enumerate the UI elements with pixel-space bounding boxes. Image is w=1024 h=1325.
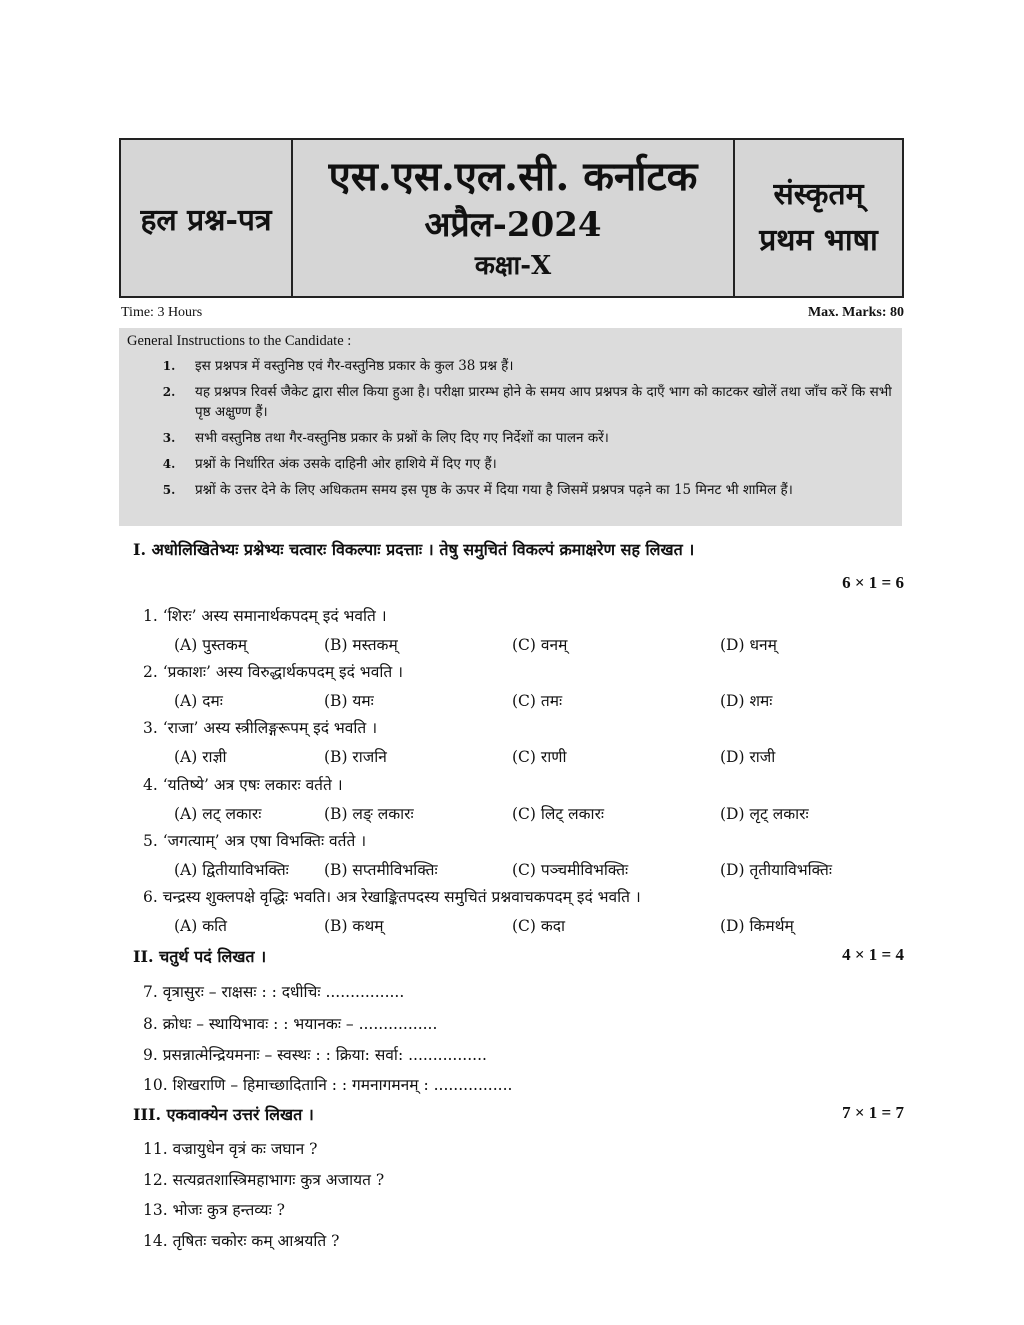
option-a: (A) राज्ञी (174, 748, 227, 766)
question-6: 6. चन्द्रस्य शुक्लपक्षे वृद्धिः भवति। अत्र रेखाङ्कितपदस्य समुचितं प्रश्नवाचकपदम् इदं भवति । (143, 888, 641, 906)
option-c: (C) तमः (512, 692, 563, 710)
section-1-marks: 6 × 1 = 6 (842, 573, 904, 592)
option-d: (D) लृट् लकारः (720, 805, 809, 823)
question-7: 7. वृत्रासुरः – राक्षसः : : दधीचिः ................ (143, 983, 405, 1001)
exam-date: अप्रैल-2024 (424, 205, 602, 245)
option-d: (D) तृतीयाविभक्तिः (720, 861, 832, 879)
option-c: (C) वनम् (512, 636, 568, 654)
section-2-marks: 4 × 1 = 4 (842, 945, 904, 964)
time-allowed: Time: 3 Hours (121, 305, 203, 320)
option-b: (B) सप्तमीविभक्तिः (324, 861, 438, 879)
subject-name: संस्कृतम् (773, 177, 864, 212)
option-d: (D) शमः (720, 692, 773, 710)
instruction-text: इस प्रश्नपत्र में वस्तुनिष्ठ एवं गैर-वस्तुनिष्ठ प्रकार के कुल 38 प्रश्न हैं। (195, 358, 514, 374)
header-right-cell (735, 140, 902, 296)
option-c: (C) कदा (512, 917, 566, 935)
max-marks: Max. Marks: 80 (807, 305, 904, 320)
option-a: (A) लट् लकारः (174, 805, 262, 823)
exam-board-title: एस.एस.एल.सी. कर्नाटक (328, 153, 698, 200)
instructions-title: General Instructions to the Candidate : (127, 333, 352, 349)
section-3-marks: 7 × 1 = 7 (842, 1103, 904, 1122)
question-9: 9. प्रसन्नात्मेन्द्रियमनाः – स्वस्थः : : क्रिया: सर्वा: ................ (143, 1046, 487, 1064)
instruction-text: सभी वस्तुनिष्ठ तथा गैर-वस्तुनिष्ठ प्रकार के प्रश्नों के लिए दिए गए निर्देशों का पालन करें। (195, 430, 609, 446)
question-2: 2. ‘प्रकाशः’ अस्य विरुद्धार्थकपदम् इदं भवति । (143, 663, 403, 681)
question-3: 3. ‘राजा’ अस्य स्त्रीलिङ्गरूपम् इदं भवति । (143, 719, 378, 737)
option-a: (A) पुस्तकम् (174, 636, 248, 654)
question-10: 10. शिखराणि – हिमाच्छादितानि : : गमनागमनम् : ................ (143, 1076, 513, 1094)
option-b: (B) राजनि (324, 748, 387, 766)
instruction-text: प्रश्नों के उत्तर देने के लिए अधिकतम समय इस पृष्ठ के ऊपर में दिया गया है जिसमें प्रश्नपत्र पढ़ने का 15 मिनट भी शामिल हैं। (195, 482, 793, 498)
question-4: 4. ‘यतिष्ये’ अत्र एषः लकारः वर्तते । (143, 776, 343, 794)
question-5: 5. ‘जगत्याम्’ अत्र एषा विभक्तिः वर्तते । (143, 832, 367, 850)
section-3-heading: III. एकवाक्येन उत्तरं लिखत । (133, 1105, 314, 1124)
option-d: (D) राजी (720, 748, 776, 766)
option-b: (B) मस्तकम् (324, 636, 398, 654)
question-13: 13. भोजः कुत्र हन्तव्यः ? (143, 1201, 285, 1219)
instruction-number: 3. (162, 431, 176, 445)
question-1: 1. ‘शिरः’ अस्य समानार्थकपदम् इदं भवति । (143, 607, 387, 625)
option-d: (D) किमर्थम् (720, 917, 794, 935)
option-b: (B) कथम् (324, 917, 384, 935)
language-level: प्रथम भाषा (759, 223, 878, 258)
option-c: (C) राणी (512, 748, 567, 766)
instructions-box (119, 328, 902, 526)
instruction-item (127, 480, 894, 500)
instruction-text: यह प्रश्नपत्र रिवर्स जैकेट द्वारा सील किया हुआ है। परीक्षा प्रारम्भ होने के समय आप प्रश्नपत्र के दाएँ भाग को काटकर खोलें तथा जाँच करें कि सभी पृष्ठ अक्षुण्ण हैं। (195, 384, 892, 420)
instruction-item (127, 428, 894, 448)
option-a: (A) कति (174, 917, 227, 935)
instruction-number: 4. (162, 457, 176, 471)
option-d: (D) धनम् (720, 636, 777, 654)
question-12: 12. सत्यव्रतशास्त्रिमहाभागः कुत्र अजायत ? (143, 1171, 385, 1189)
instruction-item (127, 454, 894, 474)
header-box (119, 138, 904, 298)
question-11: 11. वज्रायुधेन वृत्रं कः जघान ? (143, 1140, 318, 1158)
option-b: (B) लङ् लकारः (324, 805, 414, 823)
option-c: (C) लिट् लकारः (512, 805, 605, 823)
section-1-heading: I. अधोलिखितेभ्यः प्रश्नेभ्यः चत्वारः विकल्पाः प्रदत्ताः । तेषु समुचितं विकल्पं क्रमाक्षरेण सह लिखत । (133, 540, 695, 559)
instruction-item (127, 356, 894, 376)
instruction-number: 2. (162, 385, 176, 399)
question-14: 14. तृषितः चकोरः कम् आश्रयति ? (143, 1232, 340, 1250)
header-middle-cell (293, 140, 735, 296)
instruction-text: प्रश्नों के निर्धारित अंक उसके दाहिनी ओर हाशिये में दिए गए हैं। (195, 456, 497, 472)
instruction-number: 1. (162, 359, 176, 373)
section-2-heading: II. चतुर्थ पदं लिखत । (133, 947, 267, 966)
header-left-cell (121, 140, 293, 296)
option-a: (A) दमः (174, 692, 223, 710)
class-label: कक्षा-X (474, 251, 552, 281)
question-8: 8. क्रोधः – स्थायिभावः : : भयानकः – ................ (143, 1015, 438, 1033)
option-a: (A) द्वितीयाविभक्तिः (174, 861, 289, 879)
solved-paper-label: हल प्रश्न-पत्र (140, 202, 272, 238)
option-c: (C) पञ्चमीविभक्तिः (512, 861, 629, 879)
option-b: (B) यमः (324, 692, 374, 710)
instruction-number: 5. (162, 483, 176, 497)
instruction-item (127, 382, 894, 422)
